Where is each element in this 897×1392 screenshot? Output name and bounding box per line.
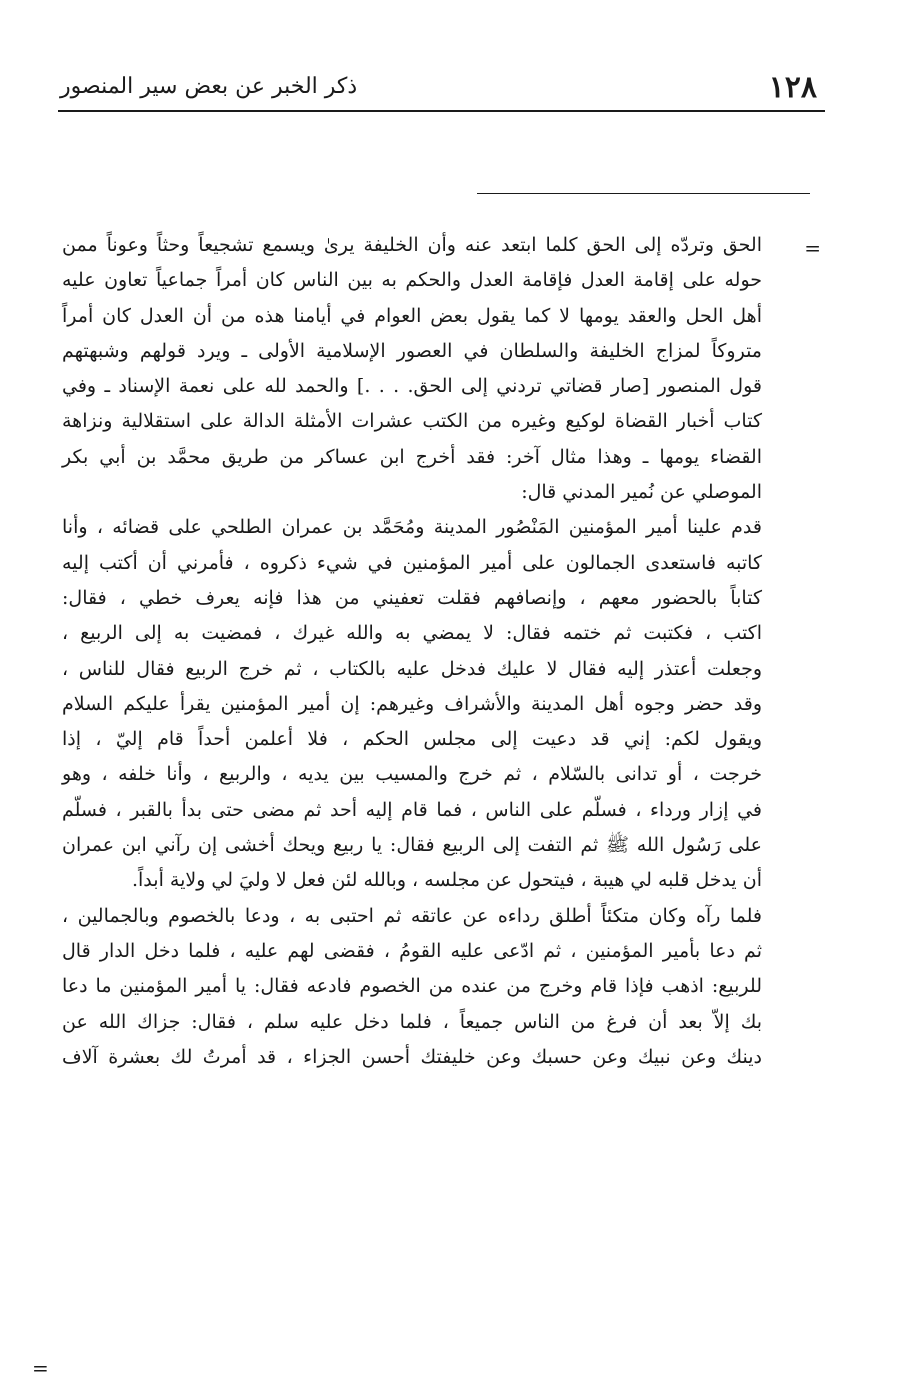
text-line: قدم علينا أمير المؤمنين المَنْصُور المدينة ومُحَمَّد بن عمران الطلحي على قضائه ، وأنا [62, 516, 762, 539]
text-line: بك إلاّ بعد أن فرغ من الناس جميعاً ، فلما دخل عليه سلم ، فقال: جزاك الله عن [62, 1010, 762, 1033]
text-line: خرجت ، أو تدانى بالسّلام ، ثم خرج والمسيب بين يديه ، والربيع ، وأنا خلفه ، وهو [62, 763, 762, 786]
text-line: ويقول لكم: إني قد دعيت إلى مجلس الحكم ، فلا أعلمن أحداً قام إليّ ، إذا [62, 728, 762, 751]
text-line: الحق وتردّه إلى الحق كلما ابتعد عنه وأن الخليفة يرىٰ ويسمع تشجيعاً وحثاً وعوناً ممن [62, 234, 762, 256]
text-line: ثم دعا بأمير المؤمنين ، ثم ادّعى عليه القومُ ، فقضى لهم عليه ، فلما دخل الدار قال [62, 939, 762, 962]
text-line: كتاباً بالحضور معهم ، وإنصافهم فقلت تعفيني من هذا فإنه يعرف خطي ، فقال: [62, 586, 762, 609]
text-line: للربيع: اذهب فإذا قام وخرج من عنده من الخصوم فادعه فقال: يا أمير المؤمنين ما دعا [62, 975, 762, 998]
text-line: كاتبه فاستعدى الجمالون على أمير المؤمنين في شيء ذكروه ، فأمرني أن أكتب إليه [62, 551, 762, 574]
text-line: قول المنصور [صار قضاتي تردني إلى الحق. . . .] والحمد لله على نعمة الإسناد ـ وفي [62, 375, 762, 398]
page-number: ١٢٨ [768, 70, 817, 105]
text-line: اكتب ، فكتبت ثم ختمه فقال: لا يمضي به والله غيرك ، فمضيت به إلى الربيع ، [62, 622, 762, 645]
continuation-mark-top: = [804, 236, 821, 260]
text-line: أهل الحل والعقد يومها لا كما يقول بعض العوام في أيامنا هذه من أن العدل كان أمراً [62, 304, 762, 327]
text-line: في إزار ورداء ، فسلّم على الناس ، فما قام إليه أحد ثم مضى حتى بدأ بالقبر ، فسلّم [62, 798, 762, 821]
text-line: كتاب أخبار القضاة لوكيع وغيره من الكتب عشرات الأمثلة الدالة على استقلالية ونزاهة [62, 410, 762, 433]
text-line: متروكاً لمزاج الخليفة والسلطان في العصور الإسلامية الأولى ـ ويرد قولهم وشبهتهم [62, 339, 762, 362]
text-line: الموصلي عن نُمير المدني قال: [521, 481, 762, 504]
text-line: دينك وعن نبيك وعن حسبك وعن خليفتك أحسن الجزاء ، قد أمرتُ لك بعشرة آلاف [62, 1045, 762, 1068]
footnote-text [62, 228, 762, 1075]
continuation-mark-bottom: = [32, 1356, 49, 1380]
text-line: حوله على إقامة العدل فإقامة العدل والحكم به بين الناس كان أمراً جماعياً تعاون عليه [62, 269, 762, 292]
footnote-divider [477, 193, 810, 194]
text-line: أن يدخل قلبه لي هيبة ، فيتحول عن مجلسه ، وبالله لئن فعل لا وليَ لي ولاية أبداً. [131, 869, 762, 892]
text-line: وقد حضر وجوه أهل المدينة والأشراف وغيرهم: إن أمير المؤمنين يقرأ عليكم السلام [62, 692, 762, 715]
text-line: وجعلت أعتذر إليه فقال لا عليك فدخل عليه بالكتاب ، ثم خرج الربيع فقال للناس ، [62, 657, 762, 680]
running-title: ذكر الخبر عن بعض سير المنصور [60, 74, 358, 99]
text-line: فلما رآه وكان متكئاً أطلق رداءه عن عاتقه ثم احتبى به ، ودعا بالخصوم وبالجمالين ، [62, 904, 762, 927]
text-line: القضاء يومها ـ وهذا مثال آخر: فقد أخرج ابن عساكر من طريق محمَّد بن أبي بكر [62, 445, 762, 468]
header-divider [58, 110, 825, 112]
text-line: على رَسُول الله ﷺ ثم التفت إلى الربيع فقال: يا ربيع ويحك أخشى إن رآني ابن عمران [62, 834, 762, 857]
